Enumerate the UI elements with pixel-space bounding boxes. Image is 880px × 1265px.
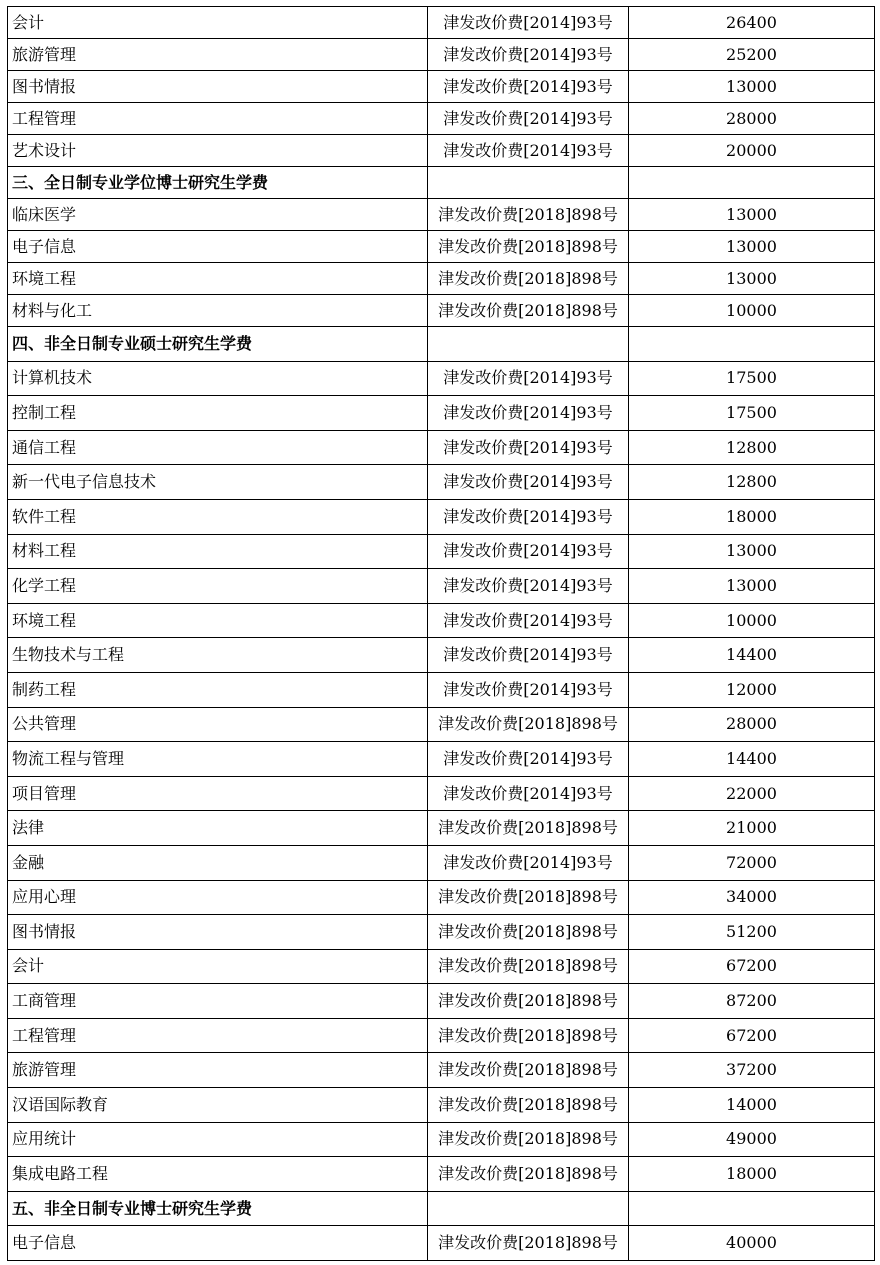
program-name-cell: 软件工程 (8, 499, 428, 534)
tuition-amount-cell: 10000 (629, 603, 875, 638)
program-name-cell: 化学工程 (8, 569, 428, 604)
program-name-cell: 集成电路工程 (8, 1157, 428, 1192)
section-amount-cell (629, 167, 875, 199)
document-number-cell: 津发改价费[2014]93号 (428, 603, 629, 638)
table-row (8, 7, 875, 39)
document-number-cell: 津发改价费[2018]898号 (428, 880, 629, 915)
table-row (8, 361, 875, 396)
program-name-cell: 控制工程 (8, 396, 428, 431)
tuition-amount-cell: 18000 (629, 499, 875, 534)
table-row (8, 984, 875, 1019)
table-row (8, 430, 875, 465)
table-row (8, 1053, 875, 1088)
document-number-cell: 津发改价费[2018]898号 (428, 915, 629, 950)
tuition-amount-cell: 13000 (629, 534, 875, 569)
table-row (8, 1122, 875, 1157)
document-number-cell: 津发改价费[2018]898号 (428, 199, 629, 231)
table-row (8, 231, 875, 263)
tuition-amount-cell: 14400 (629, 638, 875, 673)
table-row (8, 1226, 875, 1261)
table-row (8, 672, 875, 707)
table-row (8, 569, 875, 604)
document-number-cell: 津发改价费[2014]93号 (428, 499, 629, 534)
program-name-cell: 公共管理 (8, 707, 428, 742)
document-number-cell: 津发改价费[2018]898号 (428, 1122, 629, 1157)
program-name-cell: 计算机技术 (8, 361, 428, 396)
program-name-cell: 物流工程与管理 (8, 742, 428, 777)
tuition-amount-cell: 13000 (629, 199, 875, 231)
tuition-amount-cell: 12800 (629, 430, 875, 465)
tuition-amount-cell: 67200 (629, 1018, 875, 1053)
table-row (8, 776, 875, 811)
table-row (8, 915, 875, 950)
document-number-cell: 津发改价费[2018]898号 (428, 984, 629, 1019)
tuition-amount-cell: 28000 (629, 707, 875, 742)
program-name-cell: 旅游管理 (8, 39, 428, 71)
program-name-cell: 图书情报 (8, 71, 428, 103)
tuition-amount-cell: 49000 (629, 1122, 875, 1157)
tuition-amount-cell: 13000 (629, 231, 875, 263)
program-name-cell: 环境工程 (8, 263, 428, 295)
program-name-cell: 环境工程 (8, 603, 428, 638)
document-number-cell: 津发改价费[2014]93号 (428, 672, 629, 707)
document-number-cell: 津发改价费[2018]898号 (428, 811, 629, 846)
tuition-amount-cell: 25200 (629, 39, 875, 71)
tuition-amount-cell: 34000 (629, 880, 875, 915)
tuition-amount-cell: 21000 (629, 811, 875, 846)
program-name-cell: 材料与化工 (8, 295, 428, 327)
tuition-amount-cell: 67200 (629, 949, 875, 984)
program-name-cell: 应用统计 (8, 1122, 428, 1157)
document-number-cell: 津发改价费[2014]93号 (428, 71, 629, 103)
tuition-amount-cell: 22000 (629, 776, 875, 811)
table-row (8, 465, 875, 500)
document-number-cell: 津发改价费[2014]93号 (428, 396, 629, 431)
document-number-cell: 津发改价费[2018]898号 (428, 707, 629, 742)
section-title: 四、非全日制专业硕士研究生学费 (8, 327, 428, 362)
tuition-amount-cell: 17500 (629, 396, 875, 431)
program-name-cell: 通信工程 (8, 430, 428, 465)
table-row (8, 1088, 875, 1123)
section-doc-cell (428, 1191, 629, 1226)
tuition-amount-cell: 26400 (629, 7, 875, 39)
tuition-amount-cell: 37200 (629, 1053, 875, 1088)
tuition-amount-cell: 13000 (629, 569, 875, 604)
tuition-amount-cell: 28000 (629, 103, 875, 135)
document-number-cell: 津发改价费[2018]898号 (428, 263, 629, 295)
table-group (8, 7, 875, 167)
document-number-cell: 津发改价费[2014]93号 (428, 7, 629, 39)
program-name-cell: 会计 (8, 949, 428, 984)
section-amount-cell (629, 1191, 875, 1226)
table-row (8, 39, 875, 71)
section-title: 五、非全日制专业博士研究生学费 (8, 1191, 428, 1226)
document-number-cell: 津发改价费[2014]93号 (428, 776, 629, 811)
table-group (8, 167, 875, 327)
tuition-amount-cell: 87200 (629, 984, 875, 1019)
table-row (8, 263, 875, 295)
table-row (8, 499, 875, 534)
table-row (8, 1157, 875, 1192)
tuition-amount-cell: 10000 (629, 295, 875, 327)
program-name-cell: 工商管理 (8, 984, 428, 1019)
program-name-cell: 会计 (8, 7, 428, 39)
document-number-cell: 津发改价费[2018]898号 (428, 1053, 629, 1088)
document-number-cell: 津发改价费[2014]93号 (428, 742, 629, 777)
table-row (8, 880, 875, 915)
program-name-cell: 电子信息 (8, 231, 428, 263)
section-amount-cell (629, 327, 875, 362)
program-name-cell: 旅游管理 (8, 1053, 428, 1088)
section-header-row (8, 327, 875, 362)
document-number-cell: 津发改价费[2018]898号 (428, 1157, 629, 1192)
table-group (8, 1191, 875, 1260)
document-number-cell: 津发改价费[2018]898号 (428, 231, 629, 263)
section-doc-cell (428, 167, 629, 199)
document-number-cell: 津发改价费[2014]93号 (428, 103, 629, 135)
program-name-cell: 生物技术与工程 (8, 638, 428, 673)
document-number-cell: 津发改价费[2014]93号 (428, 135, 629, 167)
document-number-cell: 津发改价费[2018]898号 (428, 295, 629, 327)
document-number-cell: 津发改价费[2018]898号 (428, 1018, 629, 1053)
table-row (8, 199, 875, 231)
document-number-cell: 津发改价费[2014]93号 (428, 465, 629, 500)
tuition-amount-cell: 12000 (629, 672, 875, 707)
table-row (8, 603, 875, 638)
document-number-cell: 津发改价费[2014]93号 (428, 39, 629, 71)
tuition-fee-table (7, 6, 875, 1261)
tuition-amount-cell: 20000 (629, 135, 875, 167)
table-row (8, 742, 875, 777)
document-number-cell: 津发改价费[2014]93号 (428, 361, 629, 396)
document-number-cell: 津发改价费[2018]898号 (428, 1088, 629, 1123)
section-header-row (8, 167, 875, 199)
program-name-cell: 临床医学 (8, 199, 428, 231)
program-name-cell: 工程管理 (8, 103, 428, 135)
tuition-amount-cell: 40000 (629, 1226, 875, 1261)
table-row (8, 638, 875, 673)
table-row (8, 534, 875, 569)
table-group (8, 327, 875, 1192)
tuition-amount-cell: 17500 (629, 361, 875, 396)
program-name-cell: 法律 (8, 811, 428, 846)
tuition-amount-cell: 72000 (629, 845, 875, 880)
table-row (8, 103, 875, 135)
document-number-cell: 津发改价费[2018]898号 (428, 949, 629, 984)
table-row (8, 135, 875, 167)
tuition-amount-cell: 12800 (629, 465, 875, 500)
document-number-cell: 津发改价费[2018]898号 (428, 1226, 629, 1261)
document-number-cell: 津发改价费[2014]93号 (428, 638, 629, 673)
table-row (8, 396, 875, 431)
fee-document (7, 6, 874, 1261)
tuition-amount-cell: 18000 (629, 1157, 875, 1192)
document-number-cell: 津发改价费[2014]93号 (428, 845, 629, 880)
program-name-cell: 电子信息 (8, 1226, 428, 1261)
program-name-cell: 应用心理 (8, 880, 428, 915)
table-row (8, 707, 875, 742)
program-name-cell: 新一代电子信息技术 (8, 465, 428, 500)
tuition-amount-cell: 13000 (629, 263, 875, 295)
program-name-cell: 项目管理 (8, 776, 428, 811)
table-row (8, 295, 875, 327)
program-name-cell: 图书情报 (8, 915, 428, 950)
tuition-amount-cell: 13000 (629, 71, 875, 103)
program-name-cell: 材料工程 (8, 534, 428, 569)
table-row (8, 811, 875, 846)
program-name-cell: 艺术设计 (8, 135, 428, 167)
program-name-cell: 汉语国际教育 (8, 1088, 428, 1123)
program-name-cell: 制药工程 (8, 672, 428, 707)
tuition-amount-cell: 51200 (629, 915, 875, 950)
table-row (8, 845, 875, 880)
table-row (8, 949, 875, 984)
document-number-cell: 津发改价费[2014]93号 (428, 569, 629, 604)
tuition-amount-cell: 14000 (629, 1088, 875, 1123)
program-name-cell: 金融 (8, 845, 428, 880)
tuition-amount-cell: 14400 (629, 742, 875, 777)
table-row (8, 1018, 875, 1053)
section-header-row (8, 1191, 875, 1226)
table-row (8, 71, 875, 103)
document-number-cell: 津发改价费[2014]93号 (428, 430, 629, 465)
section-title: 三、全日制专业学位博士研究生学费 (8, 167, 428, 199)
document-number-cell: 津发改价费[2014]93号 (428, 534, 629, 569)
section-doc-cell (428, 327, 629, 362)
program-name-cell: 工程管理 (8, 1018, 428, 1053)
